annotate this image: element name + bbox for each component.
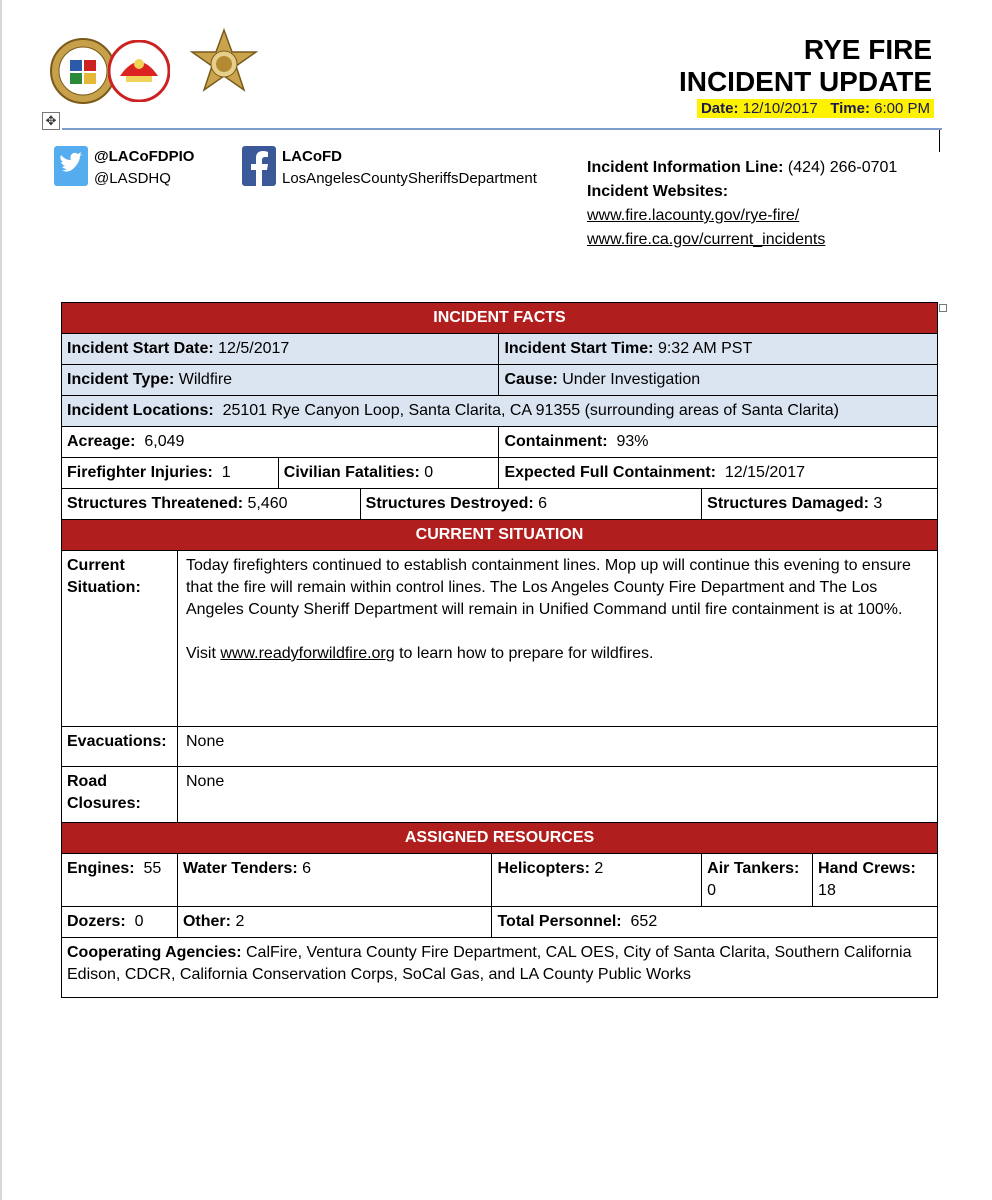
containment-value: 93%	[616, 433, 649, 450]
water-tenders-label: Water Tenders:	[182, 860, 298, 877]
locations-label: Incident Locations:	[67, 402, 214, 419]
evacuations-value: None	[177, 727, 937, 767]
incident-type-label: Incident Type:	[67, 371, 175, 388]
table-row	[62, 365, 938, 396]
dozers-label: Dozers:	[67, 913, 126, 930]
title-line-2: INCIDENT UPDATE	[678, 66, 932, 97]
start-time-label: Incident Start Time:	[504, 340, 654, 357]
visit-prefix: Visit	[185, 645, 221, 662]
evacuations-label: Evacuations:	[62, 727, 178, 767]
helicopters-value: 2	[594, 860, 604, 877]
structures-damaged-value: 3	[873, 495, 883, 512]
table-row	[62, 727, 938, 767]
sheriff-star-icon	[190, 28, 258, 100]
other-value: 2	[235, 913, 245, 930]
assigned-resources-heading: ASSIGNED RESOURCES	[62, 823, 938, 854]
table-row	[62, 907, 938, 938]
twitter-handle-secondary[interactable]: @LASDHQ	[94, 170, 171, 187]
websites-label: Incident Websites:	[587, 183, 729, 200]
info-line-value: (424) 266-0701	[787, 159, 898, 176]
table-row	[62, 767, 938, 823]
cause-label: Cause:	[504, 371, 558, 388]
locations-value: 25101 Rye Canyon Loop, Santa Clarita, CA 91355 (surrounding areas of Santa Clarita)	[222, 402, 839, 419]
incident-info	[587, 156, 897, 252]
expected-containment-label: Expected Full Containment:	[504, 464, 717, 481]
text-cursor	[939, 130, 940, 152]
county-seal-icon	[50, 38, 116, 104]
website-link-2[interactable]: www.fire.ca.gov/current_incidents	[587, 231, 826, 248]
air-tankers-label: Air Tankers:	[707, 860, 800, 877]
road-closures-value: None	[177, 767, 937, 823]
engines-value: 55	[143, 860, 162, 877]
structures-destroyed-value: 6	[538, 495, 548, 512]
date-label: Date:	[700, 100, 739, 117]
total-personnel-value: 652	[630, 913, 658, 930]
air-tankers-value: 0	[707, 882, 717, 899]
readyforwildfire-link[interactable]: www.readyforwildfire.org	[220, 645, 395, 662]
table-resize-handle[interactable]	[939, 304, 947, 312]
table-row	[62, 551, 938, 727]
start-time-value: 9:32 AM PST	[657, 340, 753, 357]
document-title	[679, 34, 932, 98]
current-situation-heading: CURRENT SITUATION	[62, 520, 938, 551]
table-row	[62, 938, 938, 998]
table-row	[62, 854, 938, 907]
acreage-value: 6,049	[144, 433, 185, 450]
cooperating-agencies-label: Cooperating Agencies:	[67, 944, 242, 961]
facebook-icon	[242, 146, 276, 186]
structures-destroyed-label: Structures Destroyed:	[365, 495, 534, 512]
structures-threatened-label: Structures Threatened:	[67, 495, 244, 512]
containment-label: Containment:	[504, 433, 608, 450]
structures-damaged-label: Structures Damaged:	[707, 495, 869, 512]
fire-department-logo-icon	[108, 40, 170, 102]
facebook-handle-secondary[interactable]: LosAngelesCountySheriffsDepartment	[282, 170, 537, 187]
structures-threatened-value: 5,460	[247, 495, 288, 512]
expected-containment-value: 12/15/2017	[724, 464, 805, 481]
table-row	[62, 396, 938, 427]
civ-fatalities-label: Civilian Fatalities:	[283, 464, 420, 481]
ff-injuries-label: Firefighter Injuries:	[67, 464, 213, 481]
visit-suffix: to learn how to prepare for wildfires.	[394, 645, 654, 662]
other-label: Other:	[182, 913, 231, 930]
info-line-label: Incident Information Line:	[587, 159, 784, 176]
road-closures-label-2: Closures:	[67, 795, 141, 812]
civ-fatalities-value: 0	[424, 464, 434, 481]
incident-table	[61, 302, 938, 998]
time-value: 6:00 PM	[874, 100, 930, 117]
start-date-label: Incident Start Date:	[67, 340, 214, 357]
helicopters-label: Helicopters:	[497, 860, 590, 877]
twitter-icon	[54, 146, 88, 186]
move-handle-icon[interactable]: ✥	[42, 112, 60, 130]
water-tenders-value: 6	[302, 860, 312, 877]
assigned-resources-header-row	[62, 823, 938, 854]
cooperating-agencies-value: CalFire, Ventura County Fire Department, CAL OES, City of Santa Clarita, Southern California Edison, CDCR, California Conservation Corps, SoCal Gas, and LA County Public Works	[67, 944, 912, 983]
dozers-value: 0	[134, 913, 144, 930]
current-situation-label-1: Current	[67, 557, 125, 574]
facebook-handle-primary[interactable]: LACoFD	[282, 148, 342, 165]
engines-label: Engines:	[67, 860, 135, 877]
time-label: Time:	[830, 100, 870, 117]
incident-facts-header-row	[62, 303, 938, 334]
current-situation-text: Today firefighters continued to establish containment lines. Mop up will continue this evening to ensure that the fire will remain within control lines. The Los Angeles County Fire Department and The Los Angeles County Sheriff Department will remain in Unified Command until fire containment is at 100%.	[185, 557, 911, 618]
incident-facts-heading: INCIDENT FACTS	[62, 303, 938, 334]
twitter-block	[54, 146, 194, 190]
date-time-line	[697, 99, 934, 118]
table-row	[62, 334, 938, 365]
date-value: 12/10/2017	[742, 100, 818, 117]
facebook-block	[242, 146, 537, 190]
total-personnel-label: Total Personnel:	[497, 913, 622, 930]
table-row	[62, 458, 938, 489]
incident-type-value: Wildfire	[178, 371, 233, 388]
hand-crews-value: 18	[818, 882, 836, 899]
start-date-value: 12/5/2017	[218, 340, 290, 357]
table-row	[62, 489, 938, 520]
current-situation-header-row	[62, 520, 938, 551]
website-link-1[interactable]: www.fire.lacounty.gov/rye-fire/	[587, 207, 800, 224]
table-row	[62, 427, 938, 458]
current-situation-label-2: Situation:	[67, 579, 141, 596]
ff-injuries-value: 1	[221, 464, 231, 481]
hand-crews-label: Hand Crews:	[818, 860, 916, 877]
twitter-handle-primary[interactable]: @LACoFDPIO	[94, 148, 195, 165]
cause-value: Under Investigation	[562, 371, 701, 388]
page-edge	[0, 0, 2, 1200]
header-rule	[62, 128, 942, 130]
title-line-1: RYE FIRE	[803, 34, 932, 65]
acreage-label: Acreage:	[67, 433, 136, 450]
road-closures-label-1: Road	[67, 773, 107, 790]
